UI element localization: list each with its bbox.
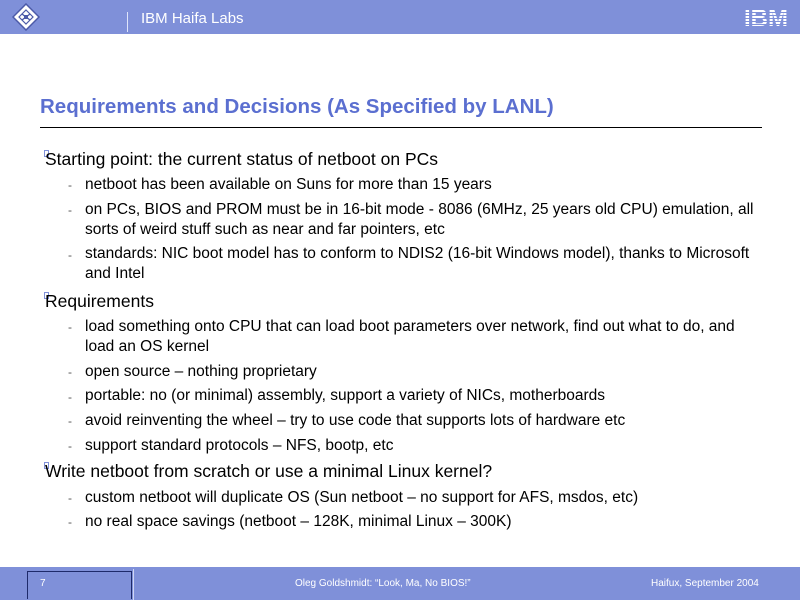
title-underline [40,127,762,128]
sub-bullet-icon: - [68,320,72,334]
list-item: netboot has been available on Suns for more than 15 years [85,176,492,193]
list-item: avoid reinventing the wheel – try to use code that supports lots of hardware etc [85,412,626,429]
list-item: load something onto CPU that can load boot parameters over network, find out what to do, and load an OS kernel [85,318,735,355]
sub-bullet-icon: - [68,203,72,217]
list-item: custom netboot will duplicate OS (Sun netboot – no support for AFS, msdos, etc) [85,489,639,506]
page-number: 7 [40,578,46,589]
list-item: portable: no (or minimal) assembly, support a variety of NICs, motherboards [85,387,606,404]
sub-bullet-icon: - [68,439,72,453]
header-title: IBM Haifa Labs [141,10,244,27]
section-heading: Starting point: the current status of netboot on PCs [45,149,439,169]
list-item: no real space savings (netboot – 128K, minimal Linux – 300K) [85,513,512,530]
footer-event-date: Haifux, September 2004 [651,578,759,589]
sub-bullet-icon: - [68,178,72,192]
section-heading: Requirements [45,291,154,311]
section-heading: Write netboot from scratch or use a minimal Linux kernel? [45,461,493,481]
list-item: open source – nothing proprietary [85,363,317,380]
list-item: standards: NIC boot model has to conform to NDIS2 (16-bit Windows model), thanks to Microsoft and Intel [85,245,750,282]
header-bar [0,0,800,34]
sub-bullet-icon: - [68,414,72,428]
footer-presentation-title: Oleg Goldshmidt: “Look, Ma, No BIOS!” [295,578,471,589]
sub-bullet-icon: - [68,491,72,505]
list-item: on PCs, BIOS and PROM must be in 16-bit mode - 8086 (6MHz, 25 years old CPU) emulation, all sorts of weird stuff such as near and far pointers, etc [85,201,754,238]
ibm-logo [738,4,794,29]
slide-title: Requirements and Decisions (As Specified by LANL) [40,95,554,118]
svg-text:IBM: IBM [744,5,788,29]
list-item: support standard protocols – NFS, bootp, etc [85,437,394,454]
sub-bullet-icon: - [68,365,72,379]
sub-bullet-icon: - [68,248,72,262]
footer-divider [133,569,134,600]
diamond-logo-icon [12,3,40,31]
sub-bullet-icon: - [68,515,72,529]
header-divider [127,12,128,32]
sub-bullet-icon: - [68,390,72,404]
